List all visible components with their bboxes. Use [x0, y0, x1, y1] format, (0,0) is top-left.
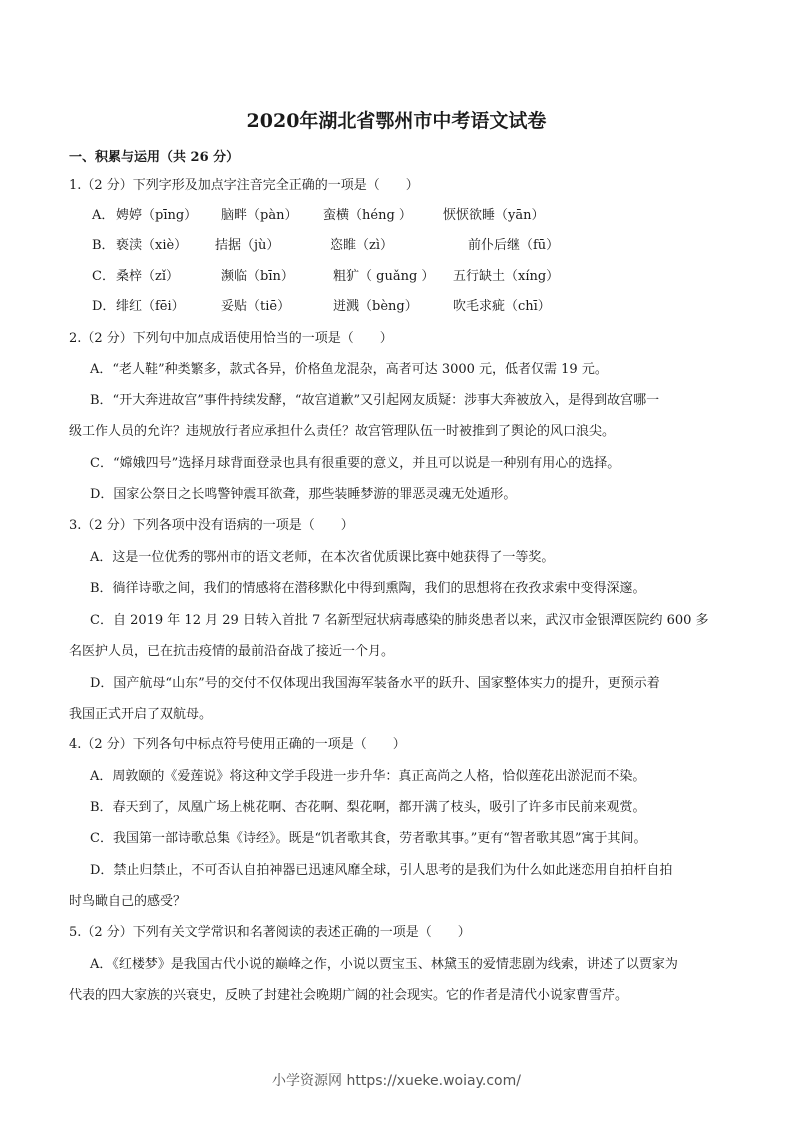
- question-3-option-a: A．这是一位优秀的鄂州市的语文老师，在本次省优质课比赛中她获得了一等奖。: [90, 550, 555, 565]
- footer-watermark: 小学资源网 https://xueke.woiay.com/: [272, 1073, 521, 1089]
- option-item: 吹毛求疵（chī）: [453, 299, 551, 314]
- question-5-option-a: A．《红楼梦》是我国古代小说的巅峰之作，小说以贾宝玉、林黛玉的爱情悲剧为线索，讲述了以贾家为: [90, 957, 678, 972]
- option-item: 亵渎（xiè）: [116, 238, 188, 253]
- question-3-option-d: D．国产航母“山东”号的交付不仅体现出我国海军装备水平的跃升、国家整体实力的提升，更预示着: [90, 676, 660, 691]
- question-4-option-b: B．春天到了，凤凰广场上桃花啊、杏花啊、梨花啊，都开满了枝头，吸引了许多市民前来观赏。: [90, 800, 646, 815]
- section-heading: 一、积累与运用（共 26 分）: [69, 150, 240, 165]
- option-label: B．: [92, 238, 115, 253]
- question-2-option-a: A．“老人鞋”种类繁多，款式各异，价格鱼龙混杂，高者可达 3000 元，低者仅需 19 元。: [90, 362, 608, 377]
- option-label: A．: [92, 208, 115, 223]
- option-item: 蛮横（héng ）: [323, 208, 412, 223]
- option-item: 迸溅（bèng）: [333, 299, 418, 314]
- option-item: 恣睢（zì）: [330, 238, 394, 253]
- option-item: 拮据（jù）: [215, 238, 280, 253]
- option-label: C．: [92, 269, 115, 284]
- option-item: 桑梓（zǐ）: [116, 269, 180, 284]
- question-5-option-a-cont: 代表的四大家族的兴衰史，反映了封建社会晚期广阔的社会现实。它的作者是清代小说家曹雪芹。: [69, 988, 629, 1003]
- question-4-stem: 4.（2 分）下列各句中标点符号使用正确的一项是（ ）: [69, 737, 406, 752]
- option-item: 恹恹欲睡（yān）: [443, 208, 545, 223]
- page-title: 2020年湖北省鄂州市中考语文试卷: [246, 110, 547, 132]
- question-2-option-c: C．“嫦娥四号”选择月球背面登录也具有很重要的意义，并且可以说是一种别有用心的选择。: [90, 456, 621, 471]
- option-item: 妥贴（tiē）: [221, 299, 291, 314]
- question-2-stem: 2.（2 分）下列句中加点成语使用恰当的一项是（ ）: [69, 331, 393, 346]
- question-5-stem: 5.（2 分）下列有关文学常识和名著阅读的表述正确的一项是（ ）: [69, 925, 471, 940]
- option-item: 粗犷（ guǎng ）: [333, 269, 435, 284]
- question-3-option-b: B．徜徉诗歌之间，我们的情感将在潜移默化中得到熏陶，我们的思想将在孜孜求索中变得深邃。: [90, 581, 646, 596]
- question-3-option-c: C．自 2019 年 12 月 29 日转入首批 7 名新型冠状病毒感染的肺炎患者以来，武汉市金银潭医院约 600 多: [90, 613, 709, 628]
- question-2-option-b: B．“开大奔进故宫”事件持续发酵，“故宫道歉”又引起网友质疑：涉事大奔被放入，是得到故宫哪一: [90, 393, 660, 408]
- question-3-option-c-cont: 名医护人员，已在抗击疫情的最前沿奋战了接近一个月。: [69, 644, 395, 659]
- option-label: D．: [92, 299, 116, 314]
- option-item: 五行缺土（xíng）: [453, 269, 560, 284]
- question-2-option-b-cont: 级工作人员的允许？违规放行者应承担什么责任？故宫管理队伍一时被推到了舆论的风口浪尖。: [69, 424, 616, 439]
- question-4-option-a: A．周敦颐的《爱莲说》将这种文学手段进一步升华：真正高尚之人格，恰似莲花出淤泥而不染。: [90, 769, 646, 784]
- question-1-stem: 1.（2 分）下列字形及加点字注音完全正确的一项是（ ）: [69, 178, 419, 193]
- question-4-option-d-cont: 时鸟瞰自己的感受？: [69, 894, 187, 909]
- question-3-stem: 3.（2 分）下列各项中没有语病的一项是（ ）: [69, 518, 354, 533]
- question-2-option-d: D．国家公祭日之长鸣警钟震耳欲聋，那些装睡梦游的罪恶灵魂无处遁形。: [90, 487, 517, 502]
- question-4-option-d: D．禁止归禁止，不可否认自拍神器已迅速风靡全球，引人思考的是我们为什么如此迷恋用自拍杆自拍: [90, 863, 673, 878]
- option-item: 濒临（bīn）: [221, 269, 294, 284]
- option-item: 前仆后继（fū）: [468, 238, 560, 253]
- question-4-option-c: C．我国第一部诗歌总集《诗经》。既是“饥者歌其食，劳者歌其事。”更有“智者歌其恩”寓于其间。: [90, 831, 647, 846]
- option-item: 脑畔（pàn）: [221, 208, 298, 223]
- option-item: 绯红（fēi）: [116, 299, 185, 314]
- question-3-option-d-cont: 我国正式开启了双航母。: [69, 707, 213, 722]
- option-item: 娉婷（pīng）: [116, 208, 198, 223]
